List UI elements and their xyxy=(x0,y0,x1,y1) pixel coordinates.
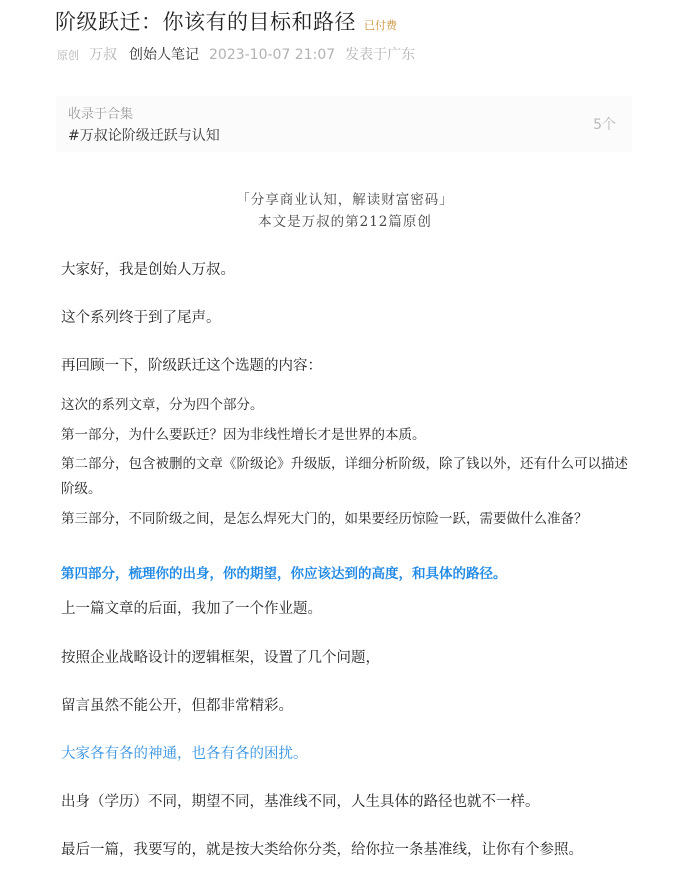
slogan-line-2: 本文是万叔的第212篇原创 xyxy=(258,214,432,230)
paragraph: 第二部分，包含被删的文章《阶级论》升级版，详细分析阶级，除了钱以外，还有什么可以描述阶级。 xyxy=(61,456,628,497)
article-meta xyxy=(57,44,415,64)
slogan-line-1: 「分享商业认知，解读财富密码」 xyxy=(236,192,454,208)
publish-location: 发表于广东 xyxy=(345,47,416,63)
paragraph: 这次的系列文章，分为四个部分。 xyxy=(61,397,264,413)
article-title: 阶级跃迁：你该有的目标和路径 xyxy=(55,10,356,34)
paragraph: 按照企业战略设计的逻辑框架，设置了几个问题， xyxy=(61,650,380,666)
paragraph: 最后一篇，我要写的，就是按大类给你分类，给你拉一条基准线，让你有个参照。 xyxy=(61,842,583,858)
paragraph: 第一部分，为什么要跃迁？因为非线性增长才是世界的本质。 xyxy=(61,427,426,443)
original-badge: 原创 xyxy=(57,49,79,62)
paragraph: 这个系列终于到了尾声。 xyxy=(61,310,221,326)
paragraph: 上一篇文章的后面，我加了一个作业题。 xyxy=(61,601,322,617)
collection-name[interactable]: #万叔论阶级迁跃与认知 xyxy=(68,128,220,144)
paragraph: 第三部分，不同阶级之间，是怎么焊死大门的，如果要经历惊险一跃，需要做什么准备？ xyxy=(61,511,588,527)
publish-time: 2023-10-07 21:07 xyxy=(209,47,336,63)
paragraph: 再回顾一下，阶级跃迁这个选题的内容： xyxy=(61,358,322,374)
collection-count: 5个 xyxy=(593,117,616,133)
author-name: 万叔 xyxy=(89,47,117,63)
highlight-paragraph: 大家各有各的神通，也各有各的困扰。 xyxy=(61,746,308,762)
paragraph: 留言虽然不能公开，但都非常精彩。 xyxy=(61,698,293,714)
highlight-paragraph: 第四部分，梳理你的出身，你的期望，你应该达到的高度，和具体的路径。 xyxy=(61,566,507,582)
paragraph: 大家好，我是创始人万叔。 xyxy=(61,262,235,278)
article-header xyxy=(55,6,397,36)
paragraph: 出身（学历）不同，期望不同，基准线不同，人生具体的路径也就不一样。 xyxy=(61,794,540,810)
account-name-link[interactable]: 创始人笔记 xyxy=(129,47,199,63)
collection-label: 收录于合集 xyxy=(68,107,134,122)
collection-card[interactable] xyxy=(56,96,632,152)
paid-badge: 已付费 xyxy=(364,19,397,32)
